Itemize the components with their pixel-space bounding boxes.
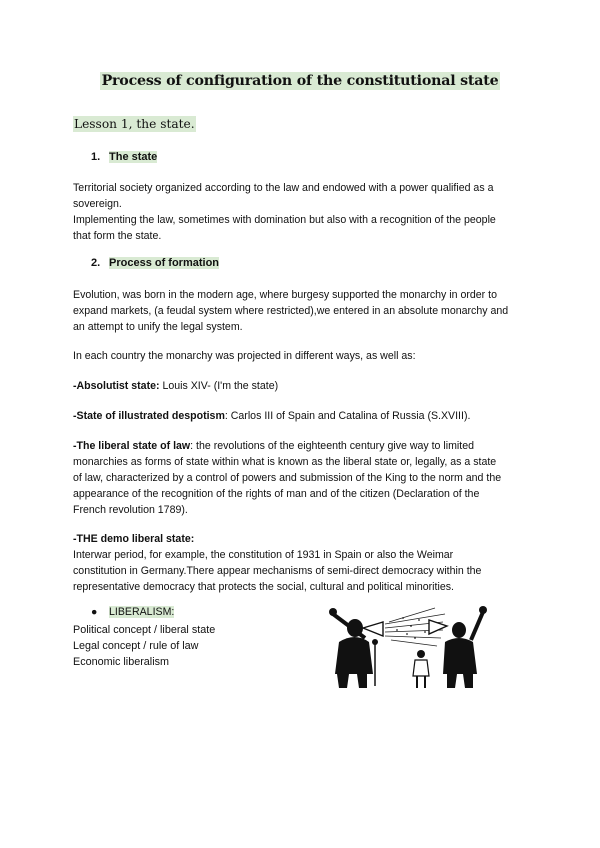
liberalism-list	[73, 622, 215, 670]
state-definition	[73, 180, 543, 244]
section-heading-state	[91, 151, 157, 163]
text-line: of law, characterized by a control of powers and submission of the King to the norm and the	[73, 472, 502, 484]
illustrated-despotism	[73, 408, 543, 424]
section-number: 2.	[91, 257, 101, 269]
text-line: : the revolutions of the eighteenth century give way to limited	[190, 440, 474, 452]
text-line: expand markets, (a feudal system where restricted),we entered in an absolute monarchy and	[73, 305, 509, 317]
demo-liberal-state	[73, 531, 543, 595]
text-line: Evolution, was born in the modern age, where burgesy supported the monarchy in order to	[73, 289, 497, 301]
liberalism-heading: LIBERALISM:	[109, 606, 175, 618]
orators-illustration	[325, 602, 488, 690]
text-line: an attempt to unify the legal system.	[73, 321, 243, 333]
liberalism-bullet	[91, 606, 174, 618]
label-absolutist: -Absolutist state:	[73, 380, 160, 392]
evolution-paragraph	[73, 287, 543, 335]
right-speaker-figure	[443, 606, 487, 688]
section-title: The state	[109, 151, 158, 163]
label-despotism: -State of illustrated despotism	[73, 410, 225, 422]
list-item: Political concept / liberal state	[73, 624, 216, 636]
microphone-icon	[372, 639, 378, 645]
bullet-icon: ●	[91, 606, 98, 618]
section-number: 1.	[91, 151, 101, 163]
child-figure	[413, 650, 429, 688]
list-item: Legal concept / rule of law	[73, 640, 199, 652]
text-line: Territorial society organized according to the law and endowed with a power qualified as a	[73, 182, 494, 194]
list-item: Economic liberalism	[73, 656, 170, 668]
megaphone-icon	[363, 622, 383, 636]
text-line: Interwar period, for example, the constitution of 1931 in Spain or also the Weimar	[73, 549, 454, 561]
text-absolutist: Louis XIV- (I'm the state)	[159, 380, 279, 392]
text-line: constitution in Germany.There appear mechanisms of semi-direct democracy within the	[73, 565, 482, 577]
section-heading-formation	[91, 257, 219, 269]
label-demo-liberal: -THE demo liberal state:	[73, 533, 195, 545]
text-line: appearance of the recognition of the rights of man and of the citizen (Declaration of the	[73, 488, 480, 500]
lesson-heading: Lesson 1, the state.	[74, 117, 195, 131]
left-speaker-figure	[329, 608, 373, 688]
absolutist-state	[73, 378, 543, 394]
title-text: Process of configuration of the constitutional state	[101, 73, 499, 89]
document-title	[0, 72, 600, 90]
text-line: French revolution 1789).	[73, 504, 188, 516]
liberal-state-of-law	[73, 438, 543, 518]
text-line: representative democracy that protects the social, cultural and political minorities.	[73, 581, 454, 593]
text-line: sovereign.	[73, 198, 122, 210]
text-despotism: : Carlos III of Spain and Catalina of Russia (S.XVIII).	[224, 410, 471, 422]
sound-dots	[396, 617, 432, 639]
section-title: Process of formation	[109, 257, 220, 269]
text-line: monarchies as forms of state within what is known as the liberal state or, legally, as a state	[73, 456, 497, 468]
text-line: Implementing the law, sometimes with domination but also with a recognition of the people	[73, 214, 496, 226]
label-liberal: -The liberal state of law	[73, 440, 191, 452]
megaphone-icon	[429, 620, 447, 634]
monarchy-intro: In each country the monarchy was projected in different ways, as well as:	[73, 350, 416, 362]
text-line: that form the state.	[73, 230, 162, 242]
